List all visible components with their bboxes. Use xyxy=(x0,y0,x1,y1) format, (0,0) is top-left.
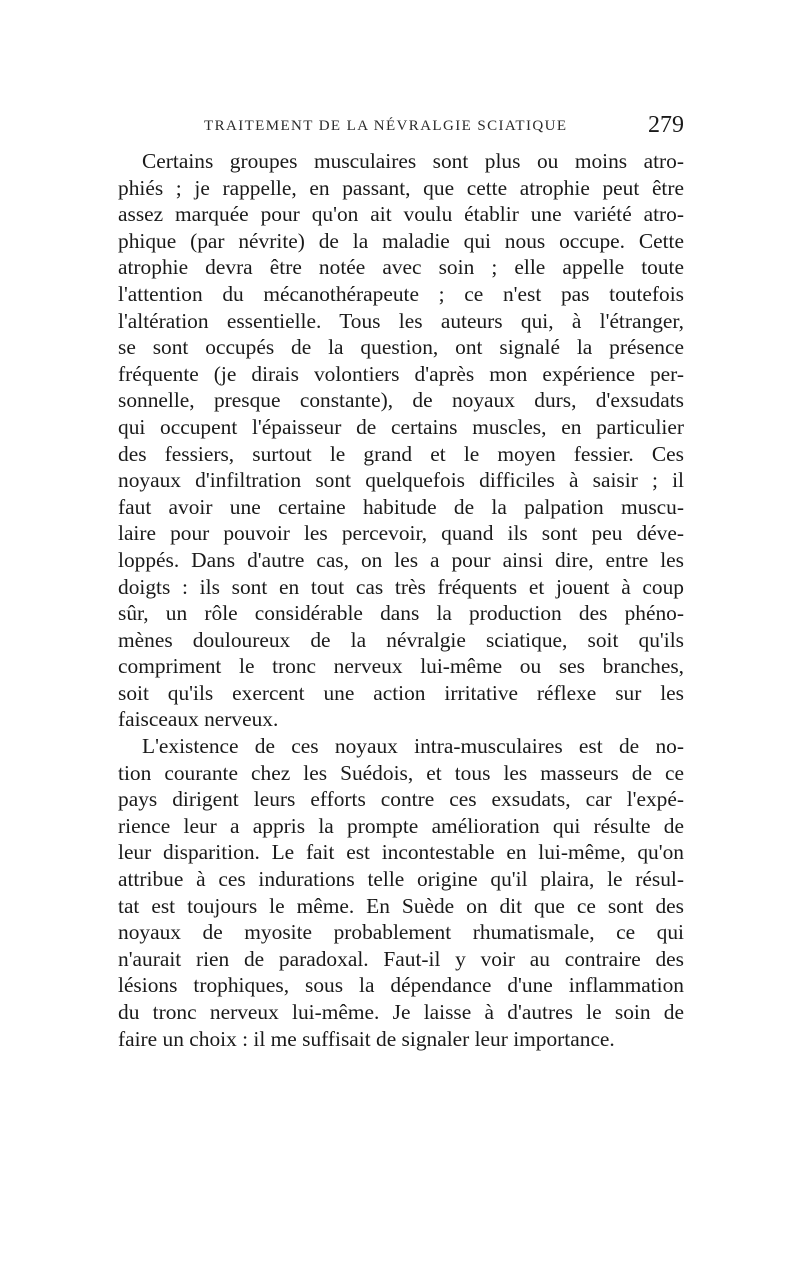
text-line: leur disparition. Le fait est incontestable en lui-même, qu'on xyxy=(118,840,684,865)
running-head xyxy=(118,112,684,142)
text-line: l'altération essentielle. Tous les auteurs qui, à l'étranger, xyxy=(118,308,684,333)
text-line: noyaux d'infiltration sont quelquefois difficiles à saisir ; il xyxy=(118,468,684,493)
text-line: atrophie devra être notée avec soin ; elle appelle toute xyxy=(118,255,684,280)
text-line: tat est toujours le même. En Suède on dit que ce sont des xyxy=(118,893,684,918)
text-line: noyaux de myosite probablement rhumatismale, ce qui xyxy=(118,920,684,945)
text-line: phique (par névrite) de la maladie qui nous occupe. Cette xyxy=(118,228,684,253)
text-line: faut avoir une certaine habitude de la palpation muscu- xyxy=(118,494,684,519)
text-line: l'attention du mécanothérapeute ; ce n'est pas toutefois xyxy=(118,281,684,306)
text-line: sûr, un rôle considérable dans la production des phéno- xyxy=(118,601,684,626)
text-line: des fessiers, surtout le grand et le moyen fessier. Ces xyxy=(118,441,684,466)
text-line: phiés ; je rappelle, en passant, que cette atrophie peut être xyxy=(118,175,684,200)
text-line: soit qu'ils exercent une action irritative réflexe sur les xyxy=(118,680,684,705)
text-line: pays dirigent leurs efforts contre ces exsudats, car l'expé- xyxy=(118,787,684,812)
text-line: Certains groupes musculaires sont plus ou moins atro- xyxy=(142,149,684,173)
text-line: sonnelle, presque constante), de noyaux durs, d'exsudats xyxy=(118,388,684,413)
text-line: du tronc nerveux lui-même. Je laisse à d'autres le soin de xyxy=(118,1000,684,1024)
text-line: loppés. Dans d'autre cas, on les a pour ainsi dire, entre les xyxy=(118,547,684,572)
paragraph xyxy=(118,148,684,733)
text-line: fréquente (je dirais volontiers d'après mon expérience per- xyxy=(118,361,684,386)
text-line: mènes douloureux de la névralgie sciatique, soit qu'ils xyxy=(118,627,684,652)
text-line: faire un choix : il me suffisait de signaler leur importance. xyxy=(118,1026,615,1051)
paragraph xyxy=(118,733,684,1052)
running-title: TRAITEMENT DE LA NÉVRALGIE SCIATIQUE xyxy=(204,118,568,134)
text-line: doigts : ils sont en tout cas très fréquents et jouent à coup xyxy=(118,574,684,599)
text-line: faisceaux nerveux. xyxy=(118,707,279,732)
body-text xyxy=(118,148,684,1052)
text-line: lésions trophiques, sous la dépendance d'une inflammation xyxy=(118,973,684,998)
text-line: assez marquée pour qu'on ait voulu établir une variété atro- xyxy=(118,202,684,227)
text-line: laire pour pouvoir les percevoir, quand ils sont peu déve- xyxy=(118,521,684,546)
text-line: qui occupent l'épaisseur de certains muscles, en particulier xyxy=(118,414,684,439)
text-line: tion courante chez les Suédois, et tous les masseurs de ce xyxy=(118,760,684,785)
page-number: 279 xyxy=(648,112,684,138)
text-line: L'existence de ces noyaux intra-musculaires est de no- xyxy=(142,734,684,759)
text-line: se sont occupés de la question, ont signalé la présence xyxy=(118,335,684,360)
text-line: attribue à ces indurations telle origine qu'il plaira, le résul- xyxy=(118,867,684,892)
text-line: compriment le tronc nerveux lui-même ou ses branches, xyxy=(118,654,684,679)
text-line: n'aurait rien de paradoxal. Faut-il y voir au contraire des xyxy=(118,946,684,971)
text-line: rience leur a appris la prompte amélioration qui résulte de xyxy=(118,813,684,838)
